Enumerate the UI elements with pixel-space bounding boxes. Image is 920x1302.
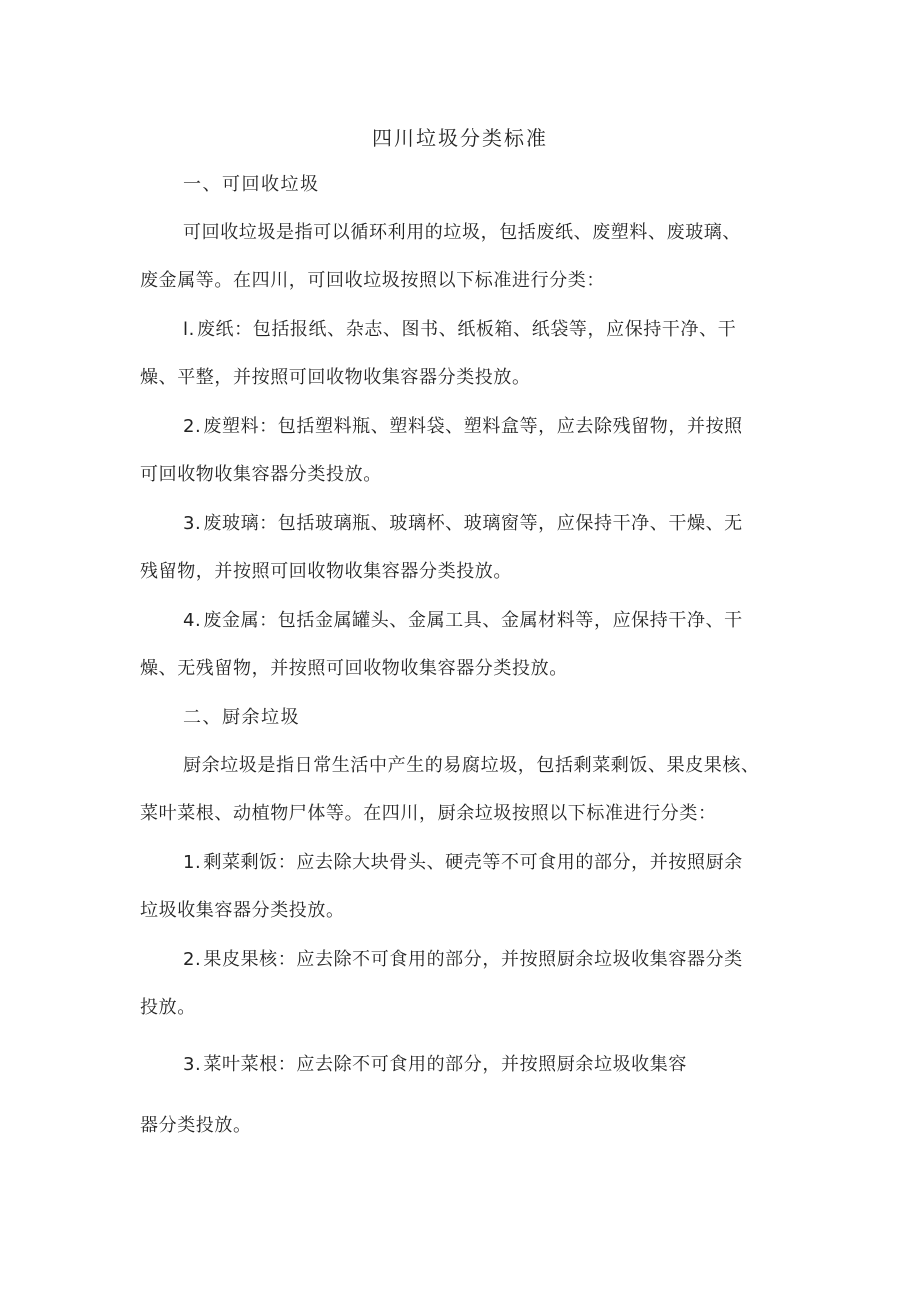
section1-item-2 [183,414,743,440]
section1-item-4-cont: 燥、无残留物，并按照可回收物收集容器分类投放。 [140,658,568,679]
section1-item-3-cont: 残留物，并按照可回收物收集容器分类投放。 [140,561,512,582]
section1-intro-line-1: 可回收垃圾是指可以循环利用的垃圾，包括废纸、废塑料、废玻璃、 [183,222,741,243]
item-text: 剩菜剩饭：应去除大块骨头、硬壳等不可食用的部分，并按照厨余 [203,852,743,873]
item-text: 废纸：包括报纸、杂志、图书、纸板箱、纸袋等，应保持干净、干 [196,319,737,340]
section2-intro-line-1: 厨余垃圾是指日常生活中产生的易腐垃圾，包括剩菜剩饭、果皮果核、 [183,755,760,776]
section2-item-1-cont: 垃圾收集容器分类投放。 [140,900,345,921]
item-number: l. [183,319,195,340]
section1-item-4 [183,608,743,634]
section1-item-3 [183,511,743,537]
item-text: 废金属：包括金属罐头、金属工具、金属材料等，应保持干净、干 [203,610,743,631]
section2-item-3-cont: 器分类投放。 [140,1115,252,1136]
section1-item-1 [183,317,736,343]
section-heading-kitchen-waste: 二、厨余垃圾 [183,707,300,728]
item-text: 废玻璃：包括玻璃瓶、玻璃杯、玻璃窗等，应保持干净、干燥、无 [203,513,743,534]
item-number: 2. [183,416,202,437]
item-number: 1. [183,852,202,873]
item-text: 果皮果核：应去除不可食用的部分，并按照厨余垃圾收集容器分类 [203,949,743,970]
section2-item-2-cont: 投放。 [140,997,196,1018]
document-title: 四川垃圾分类标准 [372,126,548,150]
item-number: 2. [183,949,202,970]
section1-item-1-cont: 燥、平整，并按照可回收物收集容器分类投放。 [140,367,531,388]
item-number: 3. [183,513,202,534]
item-number: 4. [183,610,202,631]
section2-intro-line-2: 菜叶菜根、动植物尸体等。在四川，厨余垃圾按照以下标准进行分类： [140,803,717,824]
section1-item-2-cont: 可回收物收集容器分类投放。 [140,464,382,485]
item-number: 3. [183,1054,202,1075]
section2-item-3 [183,1052,687,1078]
section2-item-2 [183,947,743,973]
section2-item-1 [183,850,743,876]
section-heading-recyclable: 一、可回收垃圾 [183,174,320,195]
item-text: 废塑料：包括塑料瓶、塑料袋、塑料盒等，应去除残留物，并按照 [203,416,743,437]
item-text: 菜叶菜根：应去除不可食用的部分，并按照厨余垃圾收集容 [203,1054,687,1075]
section1-intro-line-2: 废金属等。在四川，可回收垃圾按照以下标准进行分类： [140,270,605,291]
